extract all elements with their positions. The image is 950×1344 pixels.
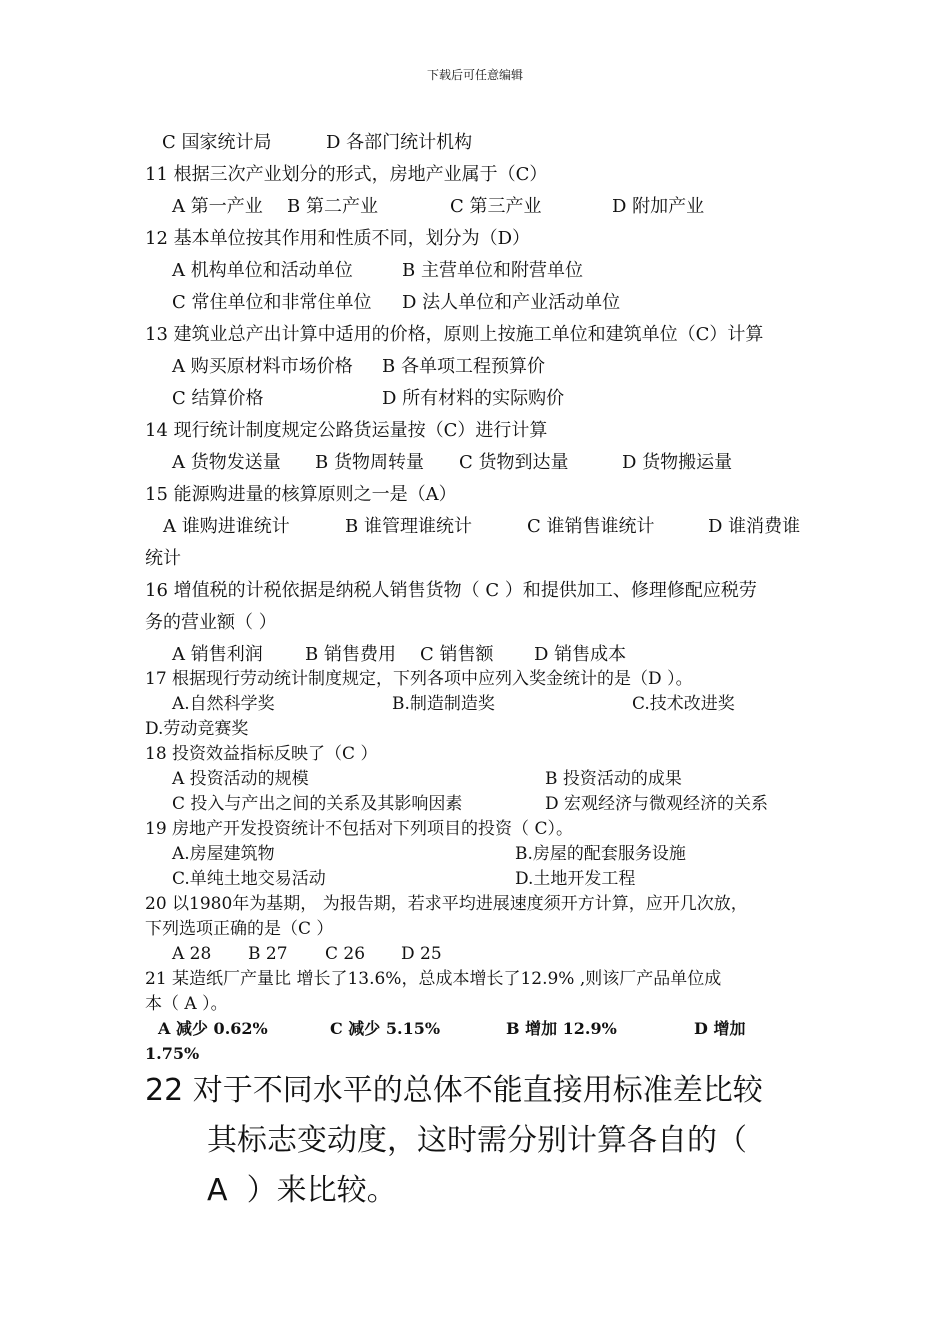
- option-b: B 谁管理谁统计: [345, 516, 472, 537]
- question-16-wrap: 务的营业额（ ）: [145, 612, 277, 633]
- question-20-options: [172, 943, 492, 965]
- question-12-options-ab: [172, 259, 772, 283]
- option-c: C 结算价格: [172, 388, 264, 409]
- option-a: A 谁购进谁统计: [163, 516, 290, 537]
- question-22-wrap-2: A ）来比较。: [207, 1173, 397, 1208]
- option-d: D 法人单位和产业活动单位: [402, 292, 621, 313]
- question-21-option-d-wrap: 1.75%: [145, 1044, 200, 1063]
- question-16-options: [172, 643, 772, 667]
- question-19-options-cd: [172, 868, 772, 890]
- option-d: D 各部门统计机构: [326, 132, 473, 153]
- option-c: C 常住单位和非常住单位: [172, 292, 372, 313]
- question-15-options: [163, 515, 813, 539]
- question-19-options-ab: [172, 843, 772, 865]
- option-c: C 26: [325, 944, 366, 964]
- option-a: A.自然科学奖: [172, 694, 275, 714]
- option-c: C.单纯土地交易活动: [172, 869, 326, 889]
- question-12: 12 基本单位按其作用和性质不同，划分为（D）: [145, 228, 531, 249]
- question-18-options-cd: [172, 793, 812, 815]
- question-21-options: [158, 1018, 798, 1040]
- option-c: C 第三产业: [450, 196, 542, 217]
- option-a: A 机构单位和活动单位: [172, 260, 353, 281]
- option-d: D 宏观经济与微观经济的关系: [545, 794, 769, 814]
- question-13: 13 建筑业总产出计算中适用的价格，原则上按施工单位和建筑单位（C）计算: [145, 324, 764, 345]
- option-d: D 增加: [694, 1019, 746, 1038]
- question-20-wrap: 下列选项正确的是（C ）: [145, 919, 334, 939]
- option-a: A 销售利润: [172, 644, 263, 665]
- option-b: B 货物周转量: [315, 452, 424, 473]
- question-17-option-d: D.劳动竞赛奖: [145, 719, 249, 739]
- question-12-options-cd: [172, 291, 772, 315]
- option-d: D 所有材料的实际购价: [382, 388, 565, 409]
- option-c: C.技术改进奖: [632, 694, 735, 714]
- option-b: B 销售费用: [305, 644, 396, 665]
- option-a: A.房屋建筑物: [172, 844, 275, 864]
- option-d: D 附加产业: [612, 196, 705, 217]
- option-a: A 货物发送量: [172, 452, 281, 473]
- option-b: B.制造制造奖: [392, 694, 495, 714]
- option-b: B.房屋的配套服务设施: [515, 844, 686, 864]
- question-17: 17 根据现行劳动统计制度规定，下列各项中应列入奖金统计的是（D ）。: [145, 669, 693, 689]
- question-21-wrap: 本（ A ）。: [145, 994, 228, 1014]
- option-b: B 投资活动的成果: [545, 769, 682, 789]
- question-14-options: [172, 451, 812, 475]
- question-14: 14 现行统计制度规定公路货运量按（C）进行计算: [145, 420, 548, 441]
- option-c: C 谁销售谁统计: [527, 516, 655, 537]
- option-c: C 投入与产出之间的关系及其影响因素: [172, 794, 463, 814]
- option-b: B 各单项工程预算价: [382, 356, 545, 377]
- option-d: D 货物搬运量: [622, 452, 733, 473]
- option-a: A 28: [172, 944, 212, 964]
- question-19: 19 房地产开发投资统计不包括对下列项目的投资（ C）。: [145, 819, 573, 839]
- question-16: 16 增值税的计税依据是纳税人销售货物（ C ）和提供加工、修理修配应税劳: [145, 580, 757, 601]
- option-d: D 25: [401, 944, 442, 964]
- question-22: 22 对于不同水平的总体不能直接用标准差比较: [145, 1073, 763, 1108]
- question-13-options-ab: [172, 355, 772, 379]
- option-a: A 第一产业: [172, 196, 263, 217]
- option-d: D.土地开发工程: [515, 869, 636, 889]
- question-13-options-cd: [172, 387, 772, 411]
- option-a: A 投资活动的规模: [172, 769, 309, 789]
- page-header: 下载后可任意编辑: [426, 68, 523, 82]
- option-a: A 减少 0.62%: [158, 1019, 268, 1038]
- question-15: 15 能源购进量的核算原则之一是（A）: [145, 484, 457, 505]
- option-d: D 销售成本: [534, 644, 627, 665]
- question-11-options: [172, 195, 772, 219]
- question-18-options-ab: [172, 768, 812, 790]
- question-17-options: [172, 693, 792, 715]
- option-c: C 减少 5.15%: [330, 1019, 441, 1038]
- question-18: 18 投资效益指标反映了（C ）: [145, 744, 378, 764]
- line-10-options: [162, 131, 762, 155]
- question-20: 20 以1980年为基期， 为报告期，若求平均进展速度须开方计算，应开几次放，: [145, 894, 748, 914]
- question-15-wrap: 统计: [145, 548, 181, 569]
- option-b: B 增加 12.9%: [506, 1019, 617, 1038]
- option-c: C 货物到达量: [459, 452, 569, 473]
- question-21: 21 某造纸厂产量比 增长了13.6%，总成本增长了12.9% ,则该厂产品单位成: [145, 969, 722, 989]
- option-c: C 国家统计局: [162, 132, 272, 153]
- option-b: B 27: [248, 944, 288, 964]
- question-22-wrap-1: 其标志变动度，这时需分别计算各自的（: [207, 1123, 747, 1158]
- option-b: B 主营单位和附营单位: [402, 260, 583, 281]
- option-d: D 谁消费谁: [708, 516, 801, 537]
- question-11: 11 根据三次产业划分的形式，房地产业属于（C）: [145, 164, 548, 185]
- option-a: A 购买原材料市场价格: [172, 356, 353, 377]
- option-b: B 第二产业: [287, 196, 378, 217]
- option-c: C 销售额: [420, 644, 494, 665]
